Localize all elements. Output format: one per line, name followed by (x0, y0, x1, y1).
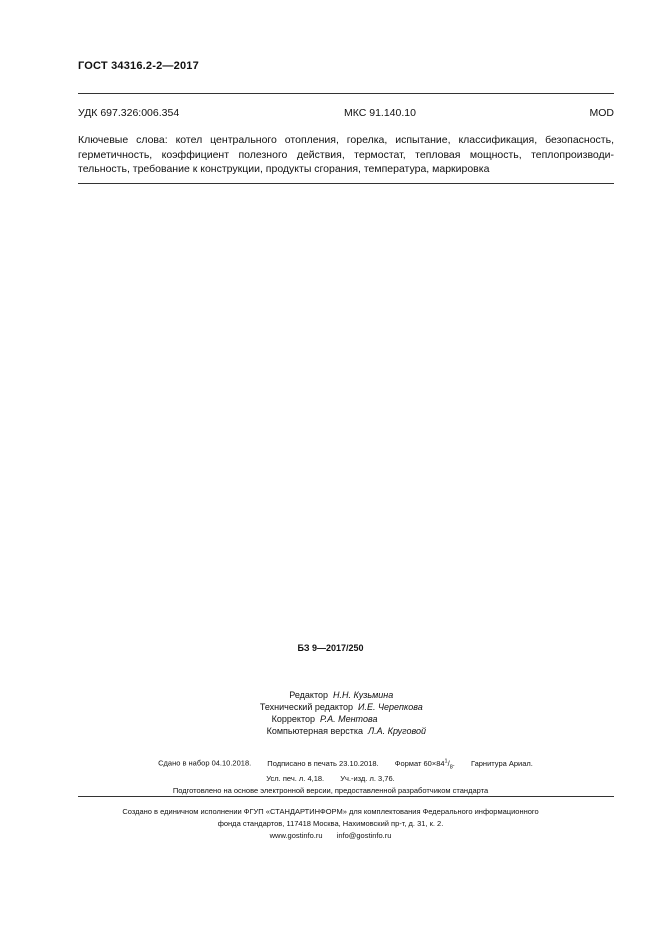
top-divider (78, 93, 614, 94)
format-sub: 8 (449, 764, 453, 770)
keywords-block (78, 133, 614, 177)
classification-row (78, 107, 614, 119)
format-prefix: Формат 60×84 (394, 758, 445, 768)
staff-name: И.Е. Черепкова (358, 702, 423, 712)
staff-role: Корректор (271, 714, 315, 724)
staff-role: Компьютерная верстка (266, 726, 363, 736)
submitted-date: Сдано в набор 04.10.2018. (158, 758, 252, 768)
staff-row (0, 689, 661, 701)
staff-block (0, 689, 661, 737)
signed-date: Подписано в печать 23.10.2018. (267, 758, 379, 768)
mks-code: МКС 91.140.10 (344, 107, 416, 119)
staff-name: Р.А. Ментова (320, 714, 378, 724)
staff-row (0, 725, 661, 737)
staff-row (0, 713, 661, 725)
prepared-note: Подготовлено на основе электронной версии, предоставленной разработчиком стандарта (172, 786, 489, 795)
footer-divider (78, 796, 614, 797)
print-volume-line (0, 773, 661, 785)
format-sup: 1 (444, 758, 448, 764)
staff-role: Редактор (289, 690, 328, 700)
print-info (0, 755, 661, 797)
typeface: Гарнитура Ариал. (470, 758, 533, 768)
footer (0, 806, 661, 842)
keywords-line: герметичность, коэффициент полезного действия, термостат, тепловая мощность, теплопроизводи- (78, 148, 614, 161)
paper-format: Формат $60\times 84^1/_8$. (394, 758, 455, 770)
bz-number: БЗ 9—2017/250 (297, 643, 364, 653)
staff-row (0, 701, 661, 713)
email-link[interactable]: info@gostinfo.ru (336, 831, 392, 840)
print-dates-line (0, 755, 661, 773)
udk-code: УДК 697.326:006.354 (78, 107, 180, 119)
keywords-divider (78, 183, 614, 184)
footer-line: Создано в единичном исполнении ФГУП «СТАНДАРТИНФОРМ» для комплектования Федерального информационного (122, 807, 539, 816)
document-code: ГОСТ 34316.2-2—2017 (78, 60, 199, 72)
footer-line: фонда стандартов, 117418 Москва, Нахимовский пр-т, д. 31, к. 2. (217, 819, 444, 828)
printed-sheets: Усл. печ. л. 4,18. (266, 774, 325, 783)
staff-role: Технический редактор (259, 702, 353, 712)
keywords-line: тельность, требование к конструкции, продукты сгорания, температура, маркировка (78, 163, 490, 175)
mod-label: MOD (589, 107, 614, 119)
staff-name: Н.Н. Кузьмина (333, 690, 394, 700)
keywords-line: Ключевые слова: котел центрального отопления, горелка, испытание, классификация, безопасность, (78, 134, 614, 146)
edition-sheets: Уч.-изд. л. 3,76. (340, 774, 395, 783)
footer-contacts (0, 830, 661, 842)
staff-name: Л.А. Круговой (368, 726, 427, 736)
website-link[interactable]: www.gostinfo.ru (269, 831, 323, 840)
